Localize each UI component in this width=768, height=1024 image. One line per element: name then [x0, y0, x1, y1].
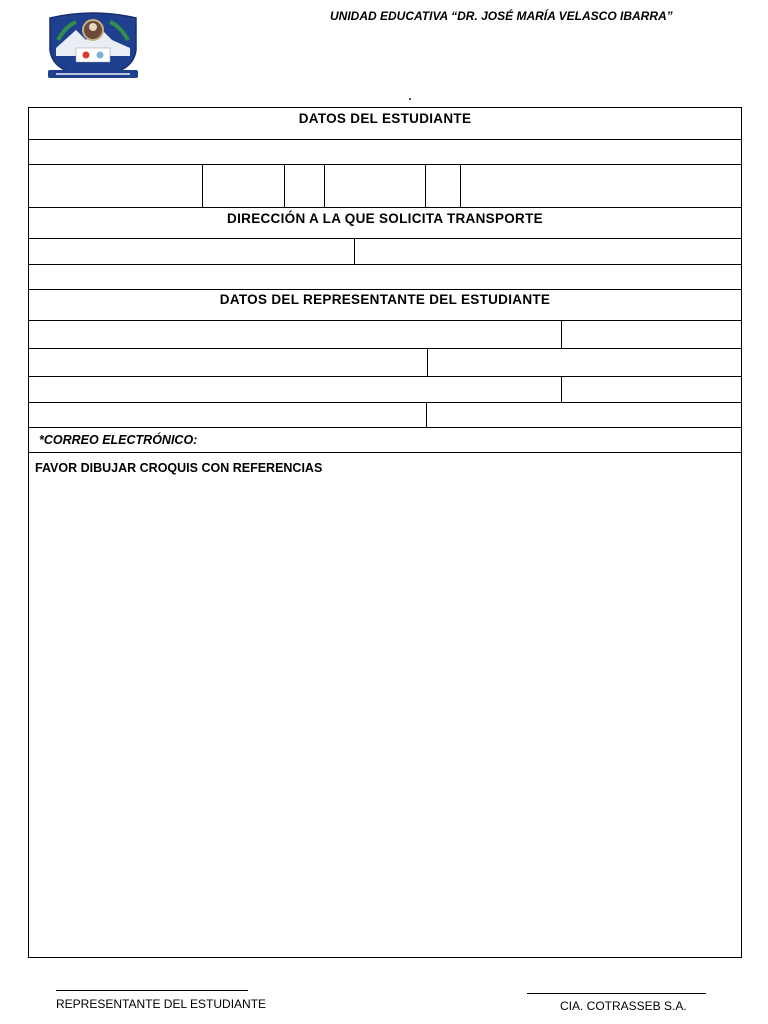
school-name: UNIDAD EDUCATIVA “DR. JOSÉ MARÍA VELASCO IBARRA”	[330, 9, 673, 23]
divider	[561, 321, 562, 348]
divider	[354, 239, 355, 264]
student-details-row	[29, 165, 741, 208]
representative-row-3[interactable]	[29, 377, 741, 403]
school-crest-icon	[46, 10, 140, 80]
sketch-area[interactable]	[29, 453, 741, 957]
transport-request-form	[28, 107, 742, 958]
address-section-header	[29, 208, 741, 239]
student-section-header	[29, 108, 741, 140]
address-section-title: DIRECCIÓN A LA QUE SOLICITA TRANSPORTE	[227, 211, 543, 226]
representative-section-header	[29, 290, 741, 321]
address-row-2[interactable]	[29, 265, 741, 290]
student-section-title: DATOS DEL ESTUDIANTE	[298, 111, 472, 126]
representative-row-2[interactable]	[29, 349, 741, 377]
divider	[427, 349, 428, 376]
student-name-field[interactable]	[29, 140, 741, 165]
divider	[426, 403, 427, 427]
divider	[425, 165, 426, 207]
representative-signature-line[interactable]	[56, 990, 248, 991]
representative-row-4[interactable]	[29, 403, 741, 428]
email-row[interactable]	[29, 428, 741, 453]
divider	[561, 377, 562, 402]
representative-signature-label: REPRESENTANTE DEL ESTUDIANTE	[56, 997, 267, 1011]
divider	[460, 165, 461, 207]
sketch-label: FAVOR DIBUJAR CROQUIS CON REFERENCIAS	[35, 461, 323, 475]
address-row-1[interactable]	[29, 239, 741, 265]
company-signature-line[interactable]	[527, 993, 706, 994]
divider	[284, 165, 285, 207]
representative-row-1[interactable]	[29, 321, 741, 349]
company-signature-label: CIA. COTRASSEB S.A.	[560, 999, 687, 1013]
divider	[324, 165, 325, 207]
divider	[202, 165, 203, 207]
stray-dot	[409, 98, 411, 100]
email-label: *CORREO ELECTRÓNICO:	[39, 433, 198, 447]
representative-section-title: DATOS DEL REPRESENTANTE DEL ESTUDIANTE	[219, 292, 551, 307]
